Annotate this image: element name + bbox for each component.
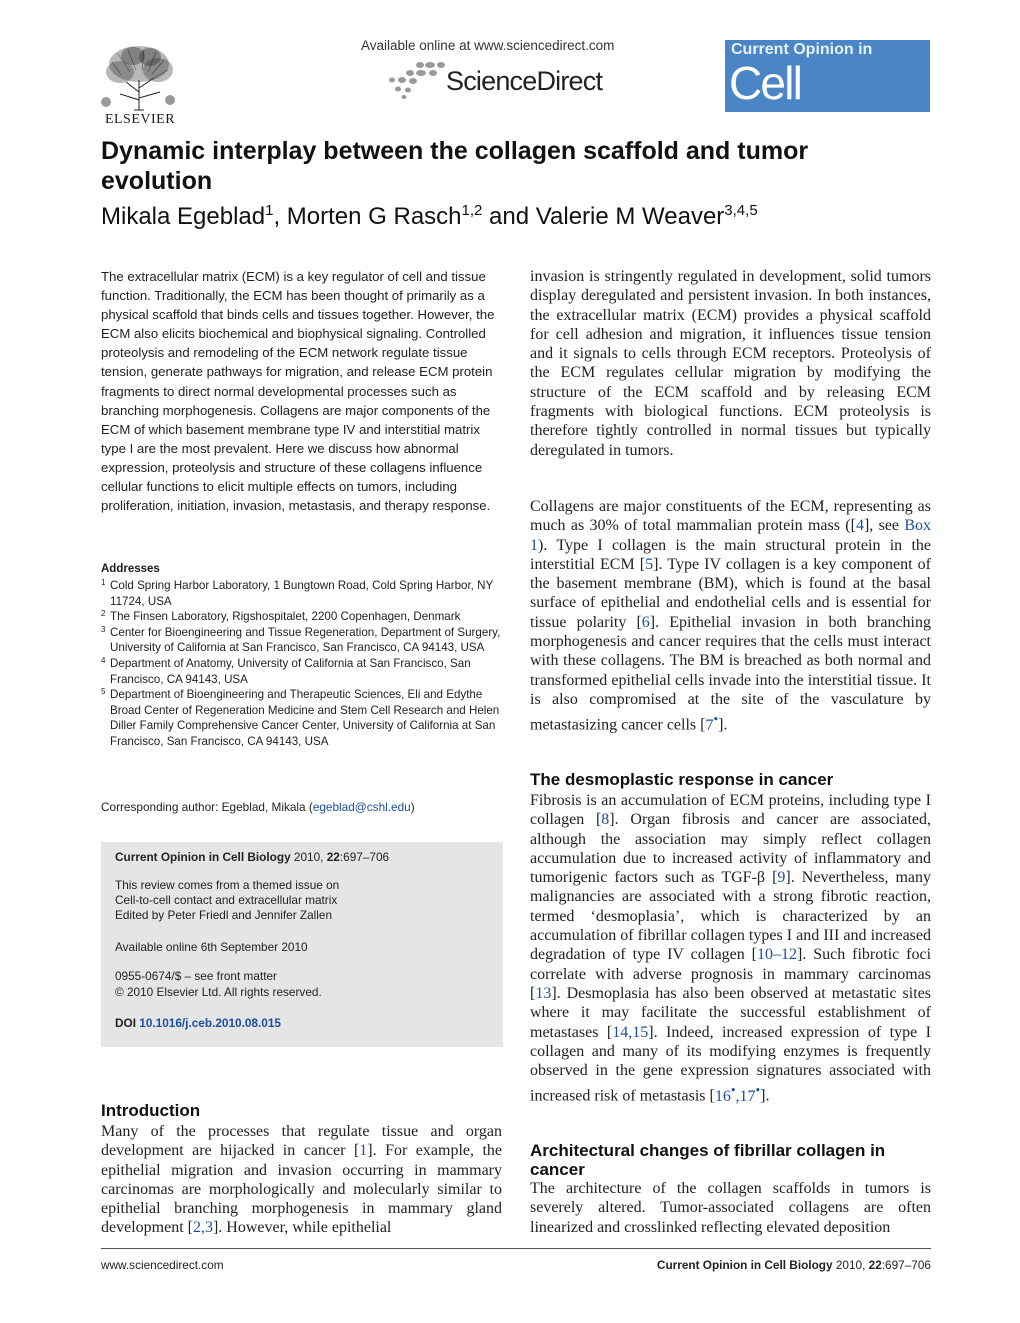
doi-link[interactable]: 10.1016/j.ceb.2010.08.015 [139,1016,281,1030]
author-affiliation[interactable]: 3,4,5 [724,202,758,219]
citation-link[interactable]: 6 [641,613,650,631]
copyright-line: © 2010 Elsevier Ltd. All rights reserved. [115,985,322,999]
address-number: 5 [101,687,106,697]
address-number: 1 [101,578,106,587]
elsevier-logo [98,42,182,128]
doi-label: DOI [115,1016,136,1030]
footer-volume: 22 [868,1258,882,1272]
issn-line: 0955-0674/$ – see front matter [115,969,277,983]
journal-logo-name: Cell Biology [729,57,868,163]
address-item [101,578,506,609]
author-affiliation[interactable]: 1 [265,202,274,219]
footer-divider [101,1248,931,1249]
available-online-date: Available online 6th September 2010 [115,940,308,954]
corresponding-author [101,800,415,814]
footer-website-link[interactable]: www.sciencedirect.com [101,1258,224,1272]
addresses-heading: Addresses [101,563,160,575]
journal-logo-top: Current Opinion in [731,41,873,58]
doi-line [115,1016,281,1030]
body-paragraph: Collagens are major constituents of the ECM, representing as much as 30% of total mammalian protein mass ([4], see Box 1). Type I collagen is the main structural protein in the interstitial ECM [5]. Type IV collagen is a key component of the basement membrane (BM), which is found at the basal surface of epithelial and endothelial cells and is essential for tissue polarity [6]. Epithelial invasion in both branching morphogenesis and cancer requires that the cells must interact with these collagens. The BM is breached as both normal and transformed epithelial cells invade into the interstitial tissue. It is also compromised at the site of the vasculature by metastasizing cancer cells [7•]. [530,498,931,734]
footer-citation [657,1258,931,1272]
citation-line [115,850,389,864]
citation-link[interactable]: 8 [601,811,610,829]
body-paragraph: The architecture of the collagen scaffolds in tumors is severely altered. Tumor-associated collagens are often linearized and crosslinked reflecting elevated deposition [530,1180,931,1236]
citation-link[interactable]: 13 [535,984,552,1002]
author-name: Valerie M Weaver [535,203,725,230]
citation-volume: 22 [326,850,340,864]
sciencedirect-wordmark: ScienceDirect [446,66,603,96]
citation-link[interactable]: 10–12 [757,946,798,964]
citation-pages: :697–706 [339,850,390,864]
address-text: Department of Anatomy, University of California at San Francisco, San Francisco, CA 94143, USA [110,656,471,686]
author-list: Mikala Egeblad$^1$, Morten G Rasch$^{1,2}$ and Valerie M Weaver$^{3,4,5}$ [101,202,758,230]
themed-issue-topic: Cell-to-cell contact and extracellular matrix [115,893,338,907]
article-title: Dynamic interplay between the collagen scaffold and tumor evolution [101,137,809,195]
address-item [101,625,506,656]
address-number: 2 [101,609,106,619]
address-item [101,656,506,687]
themed-issue-editors: Edited by Peter Friedl and Jennifer Zallen [115,908,333,922]
address-text: The Finsen Laboratory, Rigshospitalet, 2200 Copenhagen, Denmark [110,610,461,624]
author-affiliation[interactable]: 1,2 [461,202,483,219]
body-paragraph: invasion is stringently regulated in development, solid tumors display deregulated and persistent invasion. In both instances, the extracellular matrix (ECM) provides a physical scaffold for cell adhesion and migration, it influences tissue tension and it signals to cells through ECM receptors. Proteolysis of the ECM regulates cellular migration by modifying the structure of the ECM scaffold and by releasing ECM fragments with biological functions. ECM proteolysis is therefore tightly controlled in normal tissues but typically deregulated in tumors. [530,268,931,459]
address-list [101,578,506,750]
corresponding-email-link[interactable]: egeblad@cshl.edu [312,800,411,814]
citation-link[interactable]: 5 [645,555,654,573]
citation-year: 2010, [293,850,324,864]
section-heading-architectural: Architectural changes of fibrillar collagen in cancer [530,1141,886,1179]
journal-logo[interactable] [725,40,930,163]
author-name: Morten G Rasch [286,203,462,230]
footer-journal: Current Opinion in Cell Biology [656,1258,833,1272]
corresponding-label: Corresponding author: Egeblad, Mikala ( [101,800,313,814]
author-name: Mikala Egeblad [101,203,266,230]
citation-link[interactable]: 16•,17• [714,1082,761,1105]
abstract: The extracellular matrix (ECM) is a key regulator of cell and tissue function. Traditionally, the ECM has been thought of primarily as a physical scaffold that binds cells and tissues together. However, the ECM also elicits biochemical and biophysical signaling. Controlled proteolysis and remodeling of the ECM network regulate tissue tension, generate pathways for migration, and release ECM protein fragments to direct normal developmental processes such as branching morphogenesis. Collagens are major components of the ECM of which basement membrane type IV and interstitial matrix type I are the most prevalent. Here we discuss how abnormal expression, proteolysis and structure of these collagens influence cellular functions to elicit multiple effects on tumors, including proliferation, initiation, invasion, metastasis, and therapy response. [101,269,495,514]
corresponding-close: ) [410,800,415,814]
citation-link[interactable]: 9 [777,869,786,887]
citation-link[interactable]: 2,3 [192,1219,213,1237]
section-heading-desmoplastic: The desmoplastic response in cancer [530,770,834,789]
section-heading-introduction: Introduction [101,1101,201,1120]
article-info-box [101,842,503,1047]
citation-link[interactable]: 4 [855,517,864,535]
footer-year: 2010, [835,1258,866,1272]
elsevier-tree-icon [98,42,180,112]
box-link[interactable]: Box 1 [530,517,931,554]
sciencedirect-dots-icon [386,60,446,100]
address-text: Cold Spring Harbor Laboratory, 1 Bungtown Road, Cold Spring Harbor, NY 11724, USA [110,579,494,608]
address-text: Center for Bioengineering and Tissue Regeneration, Department of Surgery, University of California at San Francisco, San Francisco, CA 94143, USA [110,625,501,655]
introduction-paragraph: Many of the processes that regulate tissue and organ development are hijacked in cancer [1]. For example, the epithelial migration and invasion occurring in mammary carcinomas are morphologically and molecularly similar to epithelial branching morphogenesis in mammary gland development [2,3]. However, while epithelial [101,1123,503,1237]
available-online-text: Available online at www.sciencedirect.com [361,38,615,53]
body-paragraph: Fibrosis is an accumulation of ECM proteins, including type I collagen [8]. Organ fibrosis and cancer are associated, although the association may simply reflect collagen accumulation due to increased activity of inflammatory and tumorigenic factors such as TGF-β [9]. Nevertheless, many malignancies are associated with a strong fibrotic reaction, termed ‘desmoplasia’, which is characterized by an accumulation of fibrillar collagen types I and III and increased degradation of type IV collagen [10–12]. Such fibrotic foci correlate with adverse prognosis in mammary carcinomas [13]. Desmoplasia has also been observed at metastatic sites where it may facilitate the successful establishment of metastases [14,15]. Indeed, increased expression of type I collagen and many of its modifying enzymes is frequently observed in the gene expression signatures associated with increased risk of metastasis [16•,17•]. [530,792,932,1105]
address-text: Department of Bioengineering and Therapeutic Sciences, Eli and Edythe Broad Center of Regeneration Medicine and Stem Cell Research and Helen Diller Family Comprehensive Cancer Center, University of California at San Francisco, San Francisco, CA 94143, USA [110,688,500,748]
address-number: 4 [101,655,106,665]
address-number: 3 [101,624,106,634]
publisher-name: ELSEVIER [104,112,176,127]
sciencedirect-logo[interactable] [386,58,626,104]
citation-journal: Current Opinion in Cell Biology [115,850,291,864]
footer-pages: :697–706 [881,1258,931,1272]
address-item [101,687,506,749]
citation-link[interactable]: 14,15 [612,1023,649,1041]
citation-link[interactable]: 7• [705,711,719,734]
themed-issue-line: This review comes from a themed issue on [115,878,340,892]
address-item [101,609,506,625]
citation-link[interactable]: 1 [359,1142,368,1160]
